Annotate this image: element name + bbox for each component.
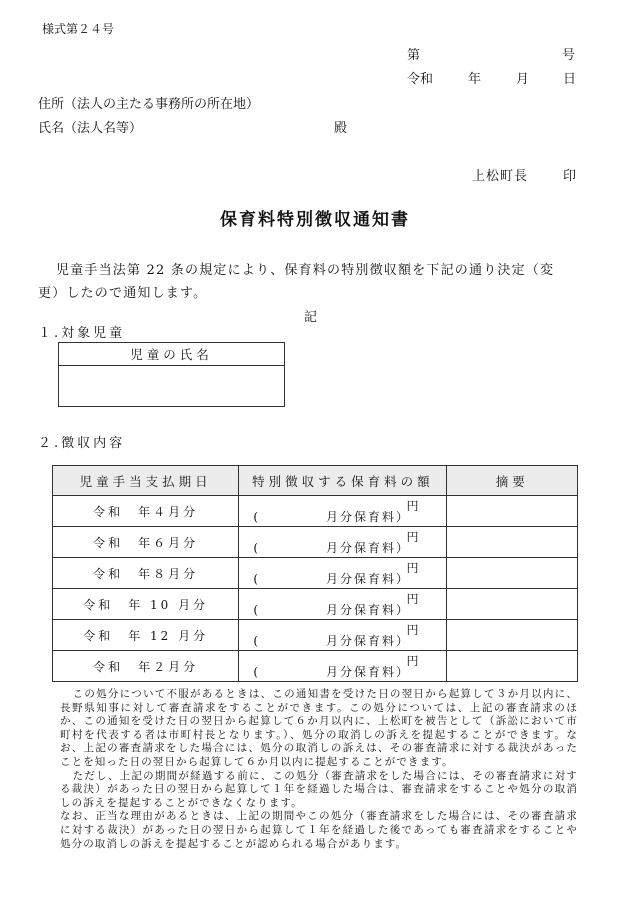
header-amount: 特別徴収する保育料の額	[239, 466, 447, 496]
monthly-text: 月分保育料）	[326, 603, 411, 617]
document-title: 保育料特別徴収通知書	[220, 210, 410, 230]
doc-number-prefix: 第	[407, 48, 421, 63]
notice-paragraph-3: なお、正当な理由があるときは、上記の期間やこの処分（審査請求をした場合には、その審査請求に対する裁決）があった日の翌日から起算して１年を経過した後であっても審査請求をすることや処分の取消しの訴えを提起することが認められる場合があります。	[60, 810, 578, 850]
yen-unit: 円	[406, 592, 419, 606]
issuer: 上松町長	[472, 169, 529, 184]
name-label: 氏名（法人名等）	[38, 121, 143, 136]
child-name-header: 児童の氏名	[59, 343, 285, 366]
section1-heading: １.対象児童	[38, 326, 126, 341]
monthly-open: (	[253, 510, 260, 524]
table-row	[53, 527, 578, 558]
amount-cell[interactable]	[239, 496, 447, 527]
collection-table-header	[53, 466, 578, 496]
payment-date: 令和 年２月分	[53, 651, 239, 682]
honorific: 殿	[334, 121, 348, 136]
yen-unit: 円	[406, 654, 419, 668]
section2-heading: ２.徴収内容	[38, 436, 126, 451]
date-day-unit: 日	[563, 72, 577, 87]
payment-date: 令和 年４月分	[53, 496, 239, 527]
monthly-open: (	[253, 541, 260, 555]
monthly-open: (	[253, 665, 260, 679]
table-row	[53, 589, 578, 620]
payment-date: 令和 年８月分	[53, 558, 239, 589]
yen-unit: 円	[406, 530, 419, 544]
notice-paragraph-1: この処分について不服があるときは、この通知書を受けた日の翌日から起算して３か月以内に、長野県知事に対して審査請求をすることができます。この処分については、上記の審査請求のほか、この通知を受けた日の翌日から起算して６か月以内に、上松町を被告として（訴訟において市町村を代表する者は市町村長となります。）、処分の取消しの訴えを提起することができます。なお、上記の審査請求をした場合には、処分の取消しの訴えは、その審査請求に対する裁決があったことを知った日の翌日から起算して６か月以内に提起することができます。	[60, 688, 578, 768]
table-row	[53, 558, 578, 589]
address-label: 住所（法人の主たる事務所の所在地）	[38, 97, 260, 112]
amount-cell[interactable]	[239, 527, 447, 558]
appeal-notice	[60, 688, 578, 851]
monthly-fee-label	[253, 539, 410, 556]
date-year-unit: 年	[468, 72, 482, 87]
payment-date: 令和 年 12 月分	[53, 620, 239, 651]
monthly-fee-label	[253, 570, 410, 587]
notice-paragraph-2: ただし、上記の期間が経過する前に、この処分（審査請求をした場合には、その審査請求に対する裁決）があった日の翌日から起算して１年を経過した場合は、審査請求をすることや処分の取消しの訴えを提起することができなくなります。	[60, 769, 578, 809]
remarks-cell[interactable]	[447, 589, 578, 620]
amount-cell[interactable]	[239, 620, 447, 651]
table-row	[53, 651, 578, 682]
amount-cell[interactable]	[239, 651, 447, 682]
child-name-cell[interactable]	[59, 366, 285, 407]
collection-table	[52, 465, 578, 682]
monthly-fee-label	[253, 601, 410, 618]
yen-unit: 円	[406, 623, 419, 637]
doc-number-suffix: 号	[562, 48, 576, 63]
monthly-text: 月分保育料）	[326, 634, 411, 648]
monthly-open: (	[253, 572, 260, 586]
table-row	[53, 620, 578, 651]
monthly-fee-label	[253, 508, 410, 525]
monthly-open: (	[253, 603, 260, 617]
payment-date: 令和 年６月分	[53, 527, 239, 558]
date-era: 令和	[407, 72, 434, 87]
header-remarks: 摘要	[447, 466, 578, 496]
form-number: 様式第２４号	[42, 22, 115, 36]
remarks-cell[interactable]	[447, 620, 578, 651]
remarks-cell[interactable]	[447, 527, 578, 558]
seal-mark: 印	[563, 169, 577, 184]
header-payment-date: 児童手当支払期日	[53, 466, 239, 496]
amount-cell[interactable]	[239, 589, 447, 620]
monthly-text: 月分保育料）	[326, 541, 411, 555]
intro-line-1: 児童手当法第 22 条の規定により、保育料の特別徴収額を下記の通り決定（変	[56, 263, 555, 278]
ki-mark: 記	[304, 310, 318, 325]
monthly-open: (	[253, 634, 260, 648]
intro-line-2: 更）したので通知します。	[38, 286, 208, 301]
table-row	[53, 496, 578, 527]
remarks-cell[interactable]	[447, 558, 578, 589]
payment-date: 令和 年 10 月分	[53, 589, 239, 620]
monthly-text: 月分保育料）	[326, 665, 411, 679]
remarks-cell[interactable]	[447, 651, 578, 682]
child-table	[58, 342, 285, 407]
monthly-text: 月分保育料）	[326, 572, 411, 586]
yen-unit: 円	[406, 561, 419, 575]
monthly-text: 月分保育料）	[326, 510, 411, 524]
monthly-fee-label	[253, 663, 410, 680]
remarks-cell[interactable]	[447, 496, 578, 527]
amount-cell[interactable]	[239, 558, 447, 589]
date-month-unit: 月	[516, 72, 530, 87]
yen-unit: 円	[406, 499, 419, 513]
monthly-fee-label	[253, 632, 410, 649]
